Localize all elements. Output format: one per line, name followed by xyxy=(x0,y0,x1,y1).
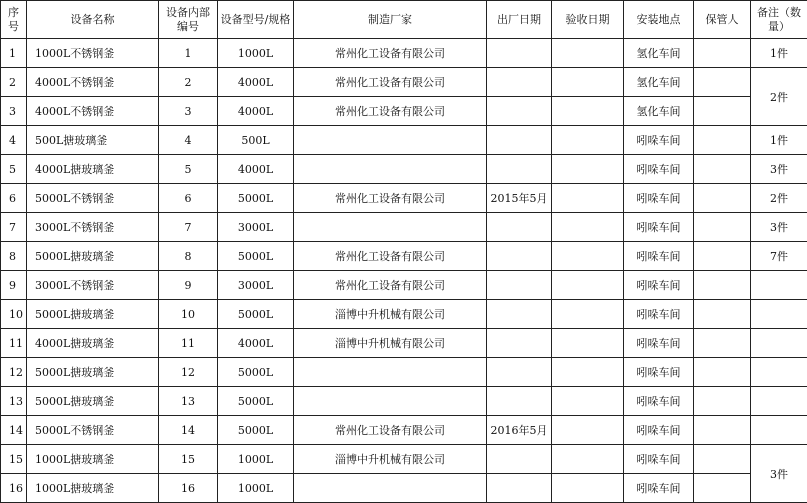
manufacturer: 常州化工设备有限公司 xyxy=(294,68,487,97)
model-spec: 5000L xyxy=(218,416,294,445)
acceptance-date xyxy=(552,416,624,445)
row-number: 3 xyxy=(1,97,27,126)
manufacturer xyxy=(294,474,487,503)
equipment-name: 3000L不锈钢釜 xyxy=(27,213,159,242)
manufacturer xyxy=(294,155,487,184)
internal-code: 3 xyxy=(159,97,218,126)
table-row xyxy=(1,416,807,445)
manufacture-date: 2015年5月 xyxy=(487,184,552,213)
manufacturer xyxy=(294,213,487,242)
row-number: 2 xyxy=(1,68,27,97)
remark-quantity: 1件 xyxy=(751,39,807,68)
custodian xyxy=(694,445,751,474)
model-spec: 1000L xyxy=(218,474,294,503)
table-row xyxy=(1,387,807,416)
internal-code: 14 xyxy=(159,416,218,445)
install-location: 吲哚车间 xyxy=(624,155,694,184)
model-spec: 4000L xyxy=(218,68,294,97)
acceptance-date xyxy=(552,97,624,126)
custodian xyxy=(694,213,751,242)
acceptance-date xyxy=(552,474,624,503)
row-number: 1 xyxy=(1,39,27,68)
manufacture-date xyxy=(487,39,552,68)
row-number: 16 xyxy=(1,474,27,503)
remark-quantity: 7件 xyxy=(751,242,807,271)
custodian xyxy=(694,242,751,271)
header-date-out: 出厂日期 xyxy=(487,1,552,39)
install-location: 吲哚车间 xyxy=(624,126,694,155)
equipment-name: 5000L搪玻璃釜 xyxy=(27,358,159,387)
internal-code: 13 xyxy=(159,387,218,416)
install-location: 吲哚车间 xyxy=(624,358,694,387)
acceptance-date xyxy=(552,126,624,155)
internal-code: 4 xyxy=(159,126,218,155)
manufacturer xyxy=(294,387,487,416)
internal-code: 2 xyxy=(159,68,218,97)
acceptance-date xyxy=(552,213,624,242)
install-location: 氢化车间 xyxy=(624,97,694,126)
model-spec: 3000L xyxy=(218,213,294,242)
row-number: 5 xyxy=(1,155,27,184)
header-date-check: 验收日期 xyxy=(552,1,624,39)
equipment-name: 4000L不锈钢釜 xyxy=(27,97,159,126)
manufacturer: 淄博中升机械有限公司 xyxy=(294,445,487,474)
remark-quantity xyxy=(751,358,807,387)
table-row xyxy=(1,300,807,329)
model-spec: 3000L xyxy=(218,271,294,300)
manufacture-date xyxy=(487,213,552,242)
custodian xyxy=(694,97,751,126)
manufacturer: 淄博中升机械有限公司 xyxy=(294,300,487,329)
header-location: 安装地点 xyxy=(624,1,694,39)
acceptance-date xyxy=(552,39,624,68)
model-spec: 5000L xyxy=(218,184,294,213)
remark-quantity xyxy=(751,387,807,416)
row-number: 14 xyxy=(1,416,27,445)
manufacture-date xyxy=(487,300,552,329)
manufacturer: 常州化工设备有限公司 xyxy=(294,271,487,300)
row-number: 15 xyxy=(1,445,27,474)
custodian xyxy=(694,68,751,97)
internal-code: 5 xyxy=(159,155,218,184)
install-location: 吲哚车间 xyxy=(624,271,694,300)
custodian xyxy=(694,474,751,503)
equipment-name: 5000L搪玻璃釜 xyxy=(27,300,159,329)
manufacturer: 常州化工设备有限公司 xyxy=(294,416,487,445)
manufacturer: 常州化工设备有限公司 xyxy=(294,97,487,126)
remark-quantity: 3件 xyxy=(751,155,807,184)
manufacture-date xyxy=(487,126,552,155)
install-location: 氢化车间 xyxy=(624,39,694,68)
row-number: 8 xyxy=(1,242,27,271)
internal-code: 15 xyxy=(159,445,218,474)
remark-quantity: 1件 xyxy=(751,126,807,155)
acceptance-date xyxy=(552,184,624,213)
equipment-name: 5000L搪玻璃釜 xyxy=(27,242,159,271)
install-location: 吲哚车间 xyxy=(624,213,694,242)
custodian xyxy=(694,387,751,416)
header-code: 设备内部编号 xyxy=(159,1,218,39)
table-row xyxy=(1,242,807,271)
equipment-name: 5000L不锈钢釜 xyxy=(27,184,159,213)
equipment-name: 4000L不锈钢釜 xyxy=(27,68,159,97)
manufacture-date xyxy=(487,474,552,503)
acceptance-date xyxy=(552,358,624,387)
model-spec: 1000L xyxy=(218,445,294,474)
remark-quantity: 3件 xyxy=(751,213,807,242)
internal-code: 7 xyxy=(159,213,218,242)
model-spec: 4000L xyxy=(218,155,294,184)
model-spec: 5000L xyxy=(218,300,294,329)
install-location: 吲哚车间 xyxy=(624,474,694,503)
equipment-name: 4000L搪玻璃釜 xyxy=(27,155,159,184)
row-number: 13 xyxy=(1,387,27,416)
internal-code: 1 xyxy=(159,39,218,68)
equipment-name: 1000L搪玻璃釜 xyxy=(27,474,159,503)
model-spec: 4000L xyxy=(218,329,294,358)
acceptance-date xyxy=(552,271,624,300)
equipment-name: 3000L不锈钢釜 xyxy=(27,271,159,300)
internal-code: 16 xyxy=(159,474,218,503)
model-spec: 5000L xyxy=(218,358,294,387)
header-maker: 制造厂家 xyxy=(294,1,487,39)
table-row xyxy=(1,358,807,387)
table-row xyxy=(1,39,807,68)
custodian xyxy=(694,126,751,155)
custodian xyxy=(694,416,751,445)
remark-quantity: 3件 xyxy=(751,445,807,503)
table-row xyxy=(1,445,807,474)
manufacture-date xyxy=(487,271,552,300)
equipment-name: 1000L不锈钢釜 xyxy=(27,39,159,68)
install-location: 吲哚车间 xyxy=(624,445,694,474)
header-keeper: 保管人 xyxy=(694,1,751,39)
custodian xyxy=(694,39,751,68)
remark-quantity xyxy=(751,329,807,358)
custodian xyxy=(694,271,751,300)
install-location: 氢化车间 xyxy=(624,68,694,97)
row-number: 12 xyxy=(1,358,27,387)
row-number: 9 xyxy=(1,271,27,300)
custodian xyxy=(694,155,751,184)
model-spec: 4000L xyxy=(218,97,294,126)
manufacturer xyxy=(294,358,487,387)
custodian xyxy=(694,358,751,387)
internal-code: 11 xyxy=(159,329,218,358)
internal-code: 12 xyxy=(159,358,218,387)
row-number: 6 xyxy=(1,184,27,213)
table-row xyxy=(1,97,807,126)
internal-code: 6 xyxy=(159,184,218,213)
equipment-name: 1000L搪玻璃釜 xyxy=(27,445,159,474)
model-spec: 5000L xyxy=(218,242,294,271)
install-location: 吲哚车间 xyxy=(624,184,694,213)
table-row xyxy=(1,155,807,184)
manufacture-date xyxy=(487,242,552,271)
header-note: 备注（数量） xyxy=(751,1,807,39)
manufacture-date xyxy=(487,68,552,97)
row-number: 4 xyxy=(1,126,27,155)
table-row xyxy=(1,329,807,358)
manufacturer: 常州化工设备有限公司 xyxy=(294,39,487,68)
internal-code: 9 xyxy=(159,271,218,300)
install-location: 吲哚车间 xyxy=(624,329,694,358)
header-name: 设备名称 xyxy=(27,1,159,39)
manufacturer: 常州化工设备有限公司 xyxy=(294,184,487,213)
acceptance-date xyxy=(552,329,624,358)
table-row xyxy=(1,68,807,97)
row-number: 11 xyxy=(1,329,27,358)
equipment-name: 500L搪玻璃釜 xyxy=(27,126,159,155)
manufacturer: 淄博中升机械有限公司 xyxy=(294,329,487,358)
internal-code: 8 xyxy=(159,242,218,271)
install-location: 吲哚车间 xyxy=(624,416,694,445)
table-row xyxy=(1,474,807,503)
equipment-name: 4000L搪玻璃釜 xyxy=(27,329,159,358)
manufacture-date xyxy=(487,97,552,126)
header-no: 序号 xyxy=(1,1,27,39)
remark-quantity: 2件 xyxy=(751,68,807,126)
model-spec: 500L xyxy=(218,126,294,155)
equipment-name: 5000L不锈钢釜 xyxy=(27,416,159,445)
internal-code: 10 xyxy=(159,300,218,329)
acceptance-date xyxy=(552,68,624,97)
table-row xyxy=(1,126,807,155)
acceptance-date xyxy=(552,242,624,271)
acceptance-date xyxy=(552,445,624,474)
manufacture-date xyxy=(487,387,552,416)
manufacture-date xyxy=(487,445,552,474)
install-location: 吲哚车间 xyxy=(624,242,694,271)
manufacture-date xyxy=(487,155,552,184)
remark-quantity xyxy=(751,300,807,329)
model-spec: 5000L xyxy=(218,387,294,416)
acceptance-date xyxy=(552,387,624,416)
install-location: 吲哚车间 xyxy=(624,387,694,416)
manufacture-date: 2016年5月 xyxy=(487,416,552,445)
remark-quantity xyxy=(751,271,807,300)
table-body xyxy=(1,39,807,503)
custodian xyxy=(694,184,751,213)
table-row xyxy=(1,213,807,242)
custodian xyxy=(694,329,751,358)
manufacturer xyxy=(294,126,487,155)
remark-quantity xyxy=(751,416,807,445)
table-row xyxy=(1,271,807,300)
custodian xyxy=(694,300,751,329)
header-row xyxy=(1,1,807,39)
install-location: 吲哚车间 xyxy=(624,300,694,329)
header-model: 设备型号/规格 xyxy=(218,1,294,39)
remark-quantity: 2件 xyxy=(751,184,807,213)
acceptance-date xyxy=(552,300,624,329)
manufacture-date xyxy=(487,329,552,358)
model-spec: 1000L xyxy=(218,39,294,68)
acceptance-date xyxy=(552,155,624,184)
manufacturer: 常州化工设备有限公司 xyxy=(294,242,487,271)
table-row xyxy=(1,184,807,213)
equipment-name: 5000L搪玻璃釜 xyxy=(27,387,159,416)
row-number: 10 xyxy=(1,300,27,329)
row-number: 7 xyxy=(1,213,27,242)
manufacture-date xyxy=(487,358,552,387)
